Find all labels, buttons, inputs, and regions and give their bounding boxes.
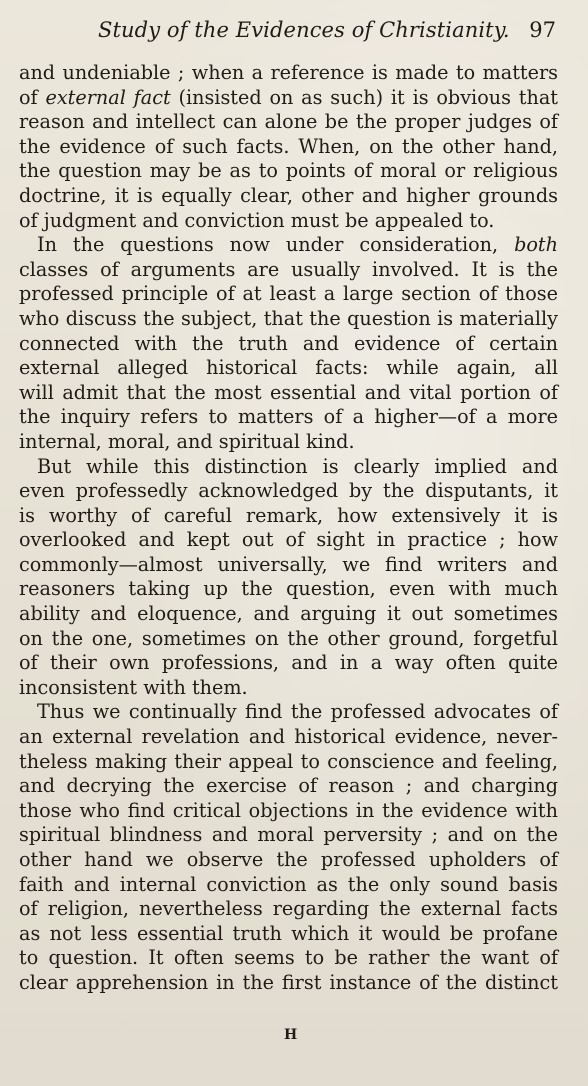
text-line: on the one, sometimes on the other ground, forgetful [19, 626, 558, 650]
running-title: Study of the Evidences of Christianity. [98, 18, 510, 42]
text-line: even professedly acknowledged by the disputants, it [19, 479, 558, 503]
text-line: and undeniable ; when a reference is made to matters [19, 61, 558, 84]
text-line: those who find critical objections in the evidence with [19, 798, 558, 822]
text-line: the evidence of such facts. When, on the other hand, [19, 134, 558, 158]
italic-emphasis: external fact [45, 85, 171, 109]
text-line: of judgment and conviction must be appealed to. [19, 208, 495, 232]
text-line: is worthy of careful remark, how extensively it is [19, 503, 558, 527]
text-line: reasoners taking up the question, even with much [19, 577, 558, 601]
text-segment: (insisted on as such) it is obvious that [170, 85, 558, 109]
text-line: to question. It often seems to be rather the want of [19, 946, 558, 970]
text-line: of religion, nevertheless regarding the external facts [19, 897, 558, 921]
text-line: will admit that the most essential and vital portion of [19, 380, 558, 404]
italic-emphasis: both [514, 233, 558, 257]
text-line: an external revelation and historical evidence, never- [19, 725, 558, 749]
text-segment: In the questions now under consideration, [37, 233, 515, 257]
text-line: as not less essential truth which it would be profane [19, 921, 558, 945]
text-line: reason and intellect can alone be the proper judges of [19, 110, 558, 134]
text-line: other hand we observe the professed upholders of [19, 848, 558, 871]
text-line: Thus we continually find the professed advocates of [37, 700, 558, 724]
text-line: of their own professions, and in a way often quite [19, 651, 558, 675]
text-line: faith and internal conviction as the only sound basis [19, 872, 558, 896]
text-line: doctrine, it is equally clear, other and higher grounds [19, 183, 558, 207]
text-line [19, 233, 558, 258]
text-line: professed principle of at least a large section of those [19, 282, 558, 306]
text-line: who discuss the subject, that the question is materially [19, 306, 558, 330]
body-text [19, 61, 558, 996]
text-segment: of [19, 85, 46, 109]
text-line: the question may be as to points of moral or religious [19, 159, 558, 183]
text-line: theless making their appeal to conscience and feeling, [19, 749, 558, 773]
text-line: the inquiry refers to matters of a higher—of a more [19, 405, 558, 429]
text-line: commonly—almost universally, we find writers and [19, 552, 558, 576]
text-line: overlooked and kept out of sight in practice ; how [19, 528, 558, 552]
text-line: connected with the truth and evidence of certain [19, 331, 558, 355]
text-line: clear apprehension in the first instance of the distinct [19, 970, 558, 994]
text-line: ability and eloquence, and arguing it out sometimes [19, 602, 558, 626]
page-number: 97 [529, 18, 556, 42]
text-line [19, 86, 558, 111]
text-line: external alleged historical facts: while again, all [19, 356, 558, 380]
text-line: internal, moral, and spiritual kind. [19, 429, 355, 453]
text-line: and decrying the exercise of reason ; and charging [19, 774, 558, 798]
running-header [0, 18, 588, 50]
text-line: inconsistent with them. [19, 675, 248, 699]
signature-mark: H [284, 1027, 299, 1043]
text-line: spiritual blindness and moral perversity ; and on the [19, 823, 558, 847]
text-line: classes of arguments are usually involved. It is the [19, 257, 558, 281]
text-line: But while this distinction is clearly implied and [37, 454, 558, 478]
